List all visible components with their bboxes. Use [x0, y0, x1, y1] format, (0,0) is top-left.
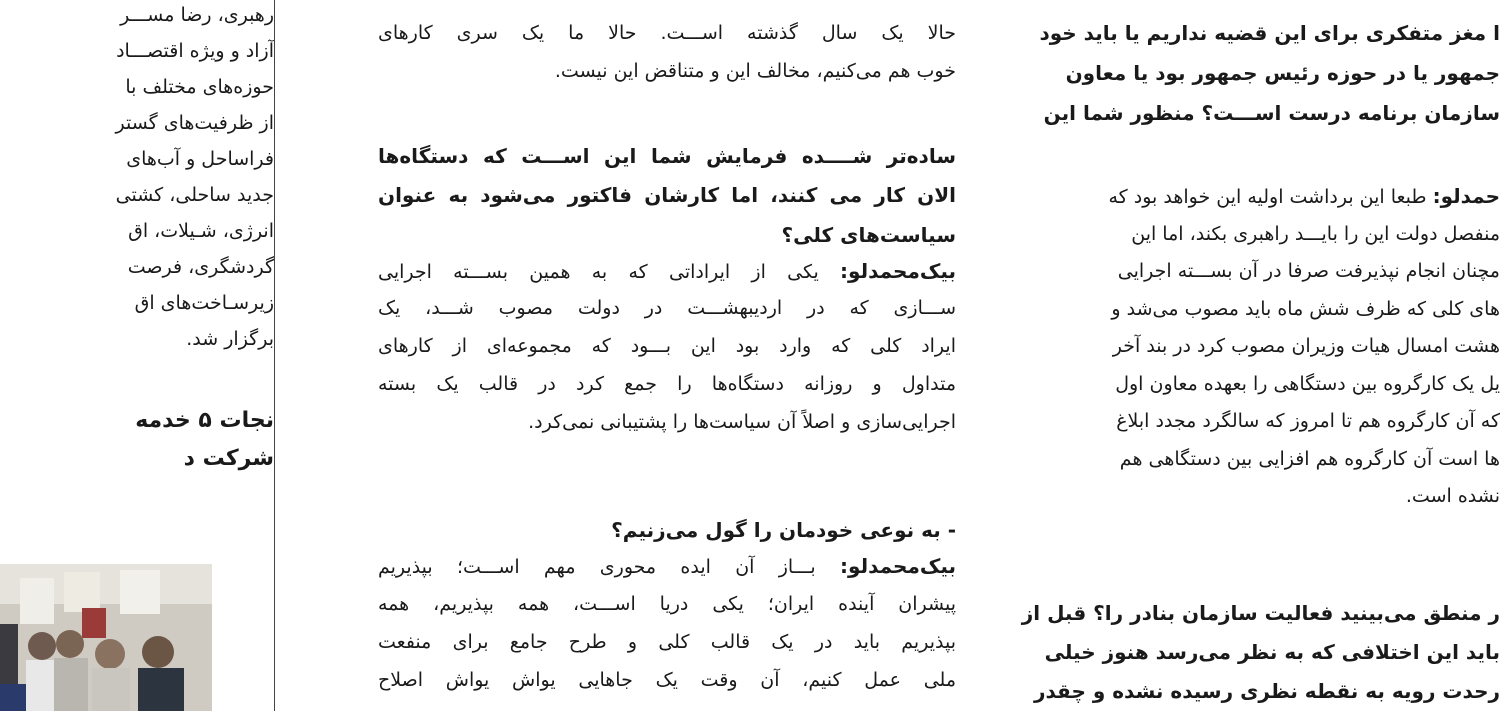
text-line: نشده است.	[1405, 485, 1500, 507]
interview-question-line: سیاست‌های کلی؟	[781, 223, 956, 247]
interview-question-line: جمهور یا در حوزه رئیس جمهور بود یا معاون	[1065, 61, 1500, 85]
column-middle	[378, 0, 956, 711]
text-line: پیشران آینده ایران؛ یکی دریا اســـت، همه بپذیریم، همه	[378, 593, 956, 615]
text-line: جدید ساحلی، کشتی	[115, 184, 274, 206]
text-line: بپذیریم باید در یک قالب کلی و طرح جامع برای منفعت	[378, 631, 956, 653]
text-line: خوب هم می‌کنیم، مخالف این و متناقض این نیست.	[554, 60, 956, 82]
interview-question-line: باید این اختلافی که به نظر می‌رسد هنوز خیلی	[1044, 640, 1500, 664]
interview-question-line: - به نوعی خودمان را گول می‌زنیم؟	[611, 518, 956, 542]
interview-question-line: الان کار می کنند، اما کارشان فاکتور می‌شود به عنوان	[378, 183, 956, 207]
text-line: هشت امسال هیات وزیران مصوب کرد در بند آخر	[1112, 335, 1500, 357]
text-line: اجرایی‌سازی و اصلاً آن سیاست‌ها را پشتیبانی نمی‌کرد.	[528, 411, 956, 433]
speaker-name: حمدلو:	[1432, 184, 1500, 208]
interview-question-line: ا مغز متفکری برای این قضیه نداریم یا باید خود	[1039, 21, 1500, 45]
interview-question-line: ساده‌تر شــــده فرمایش شما این اســـت که دستگاه‌ها	[378, 144, 956, 168]
text-line: زیرسـاخت‌های اق	[134, 292, 274, 314]
text-line: ‌های کلی که ظرف شش ماه باید مصوب می‌شد و	[1111, 298, 1500, 320]
interview-question-line: سازمان برنامه درست اســـت؟ منظور شما این	[1043, 101, 1500, 125]
column-divider	[274, 0, 275, 711]
answer-text: بـــاز آن ایده محوری مهم اســـت؛ بپذیریم	[378, 556, 841, 578]
answer-text: یکی از ایراداتی که به همین بســـته اجرایی	[378, 261, 841, 283]
text-line: ســـازی که در اردیبهشـــت در دولت مصوب شـــد، یک	[378, 297, 956, 319]
news-headline-line[interactable]: شرکت د	[183, 446, 274, 471]
answer-first-line	[378, 256, 956, 286]
news-headline-line[interactable]: نجات ۵ خدمه	[135, 408, 274, 433]
text-line: گردشگری، فرصت	[127, 256, 274, 278]
answer-first-line	[1109, 181, 1500, 211]
answer-text: طبعا این برداشت اولیه این خواهد بود که	[1108, 186, 1433, 208]
text-line: مچنان انجام نپذیرفت صرفا در آن بســـته اجرایی	[1117, 260, 1500, 282]
text-line: متداول و روزانه دستگاه‌ها را جمع کرد در قالب یک بسته	[378, 373, 956, 395]
speaker-name: بیک‌محمدلو:	[840, 259, 956, 283]
interview-question-line: رحدت رویه به نقطه نظری رسیده نشده و چقدر	[1033, 679, 1500, 703]
speaker-name: بیک‌محمدلو:	[840, 554, 956, 578]
text-line: فراساحل و آب‌های	[126, 148, 274, 170]
text-line: انرژی، شـیلات، اق	[128, 220, 274, 242]
answer-first-line	[378, 551, 956, 581]
text-line: آزاد و ویژه اقتصـــاد	[116, 40, 274, 62]
text-line: حالا یک سال گذشته اســـت. حالا ما یک سری کارهای	[378, 22, 956, 44]
text-line: که آن کارگروه هم تا امروز که سالگرد مجدد ابلاغ	[1116, 410, 1500, 432]
text-line: رهبری، رضا مســـر	[120, 4, 274, 26]
interview-question-line: ر منطق می‌بینید فعالیت سازمان بنادر را؟ قبل از	[1021, 601, 1500, 625]
news-photo	[0, 564, 212, 711]
text-line: منفصل دولت این را بایـــد راهبری بکند، اما این	[1131, 223, 1500, 245]
text-line: برگزار شد.	[186, 328, 274, 350]
text-line: ایراد کلی که وارد بود این بـــود که مجموعه‌ای از کارهای	[378, 335, 956, 357]
text-line: از ظرفیت‌های گستر	[115, 112, 274, 134]
text-line: یل یک کارگروه بین دستگاهی را بعهده معاون اول	[1115, 373, 1500, 395]
text-line: حوزه‌های مختلف با	[125, 76, 274, 98]
column-right	[1000, 0, 1500, 711]
text-line: ‌ها است آن کارگروه هم افزایی بین دستگاهی هم	[1119, 448, 1500, 470]
column-left	[0, 0, 274, 711]
text-line: ملی عمل کنیم، آن وقت یک جاهایی یواش یواش اصلاح	[378, 669, 956, 691]
